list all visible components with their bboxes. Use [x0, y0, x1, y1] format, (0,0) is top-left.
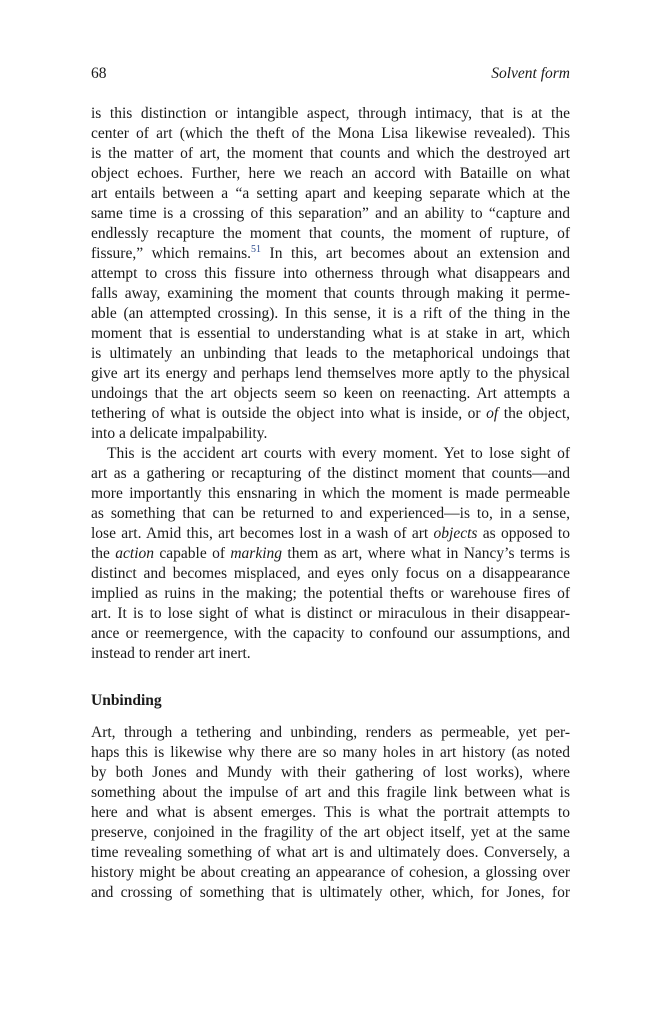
- text-line: give art its energy and perhaps lend themselves more aptly to the physical: [91, 365, 570, 382]
- text-line: art. It is to lose sight of what is distinct or miraculous in their disappear-: [91, 605, 570, 622]
- text-line: art as a gathering or recapturing of the distinct moment that counts—and: [91, 465, 570, 482]
- text-line: distinct and becomes misplaced, and eyes only focus on a disappearance: [91, 565, 570, 582]
- text-line: something about the impulse of art and this fragile link between what is: [91, 784, 570, 801]
- text-line: undoings that the art objects seem so keen on reenacting. Art attempts a: [91, 385, 570, 402]
- text-line: is this distinction or intangible aspect, through intimacy, that is at the: [91, 105, 570, 122]
- text-line: [91, 524, 570, 544]
- section-heading: Unbinding: [91, 692, 162, 709]
- text-line: and crossing of something that is ultimately other, which, for Jones, for: [91, 884, 570, 901]
- text-line: is ultimately an unbinding that leads to the metaphorical undoings that: [91, 345, 570, 362]
- text-segment: fissure,” which remains.: [91, 245, 251, 262]
- text-line: time revealing something of what art is and ultimately does. Conversely, a: [91, 844, 570, 861]
- text-line: moment that is essential to understanding what is at stake in art, which: [91, 325, 570, 342]
- page-number: 68: [91, 65, 107, 82]
- text-line: art entails between a “a setting apart and keeping separate which at the: [91, 185, 570, 202]
- text-line: instead to render art inert.: [91, 645, 251, 662]
- text-line: [91, 244, 570, 264]
- text-line: history might be about creating an appearance of cohesion, a glossing over: [91, 864, 570, 881]
- text-line: This is the accident art courts with every moment. Yet to lose sight of: [107, 445, 570, 462]
- text-line: as something that can be returned to and experienced—is to, in a sense,: [91, 505, 570, 522]
- text-line: Art, through a tethering and unbinding, renders as permeable, yet per-: [91, 724, 570, 741]
- running-title: Solvent form: [491, 65, 570, 82]
- text-line: able (an attempted crossing). In this sense, it is a rift of the thing in the: [91, 305, 570, 322]
- text-line: preserve, conjoined in the fragility of the art object itself, yet at the same: [91, 824, 570, 841]
- text-line: by both Jones and Mundy with their gathering of lost works), where: [91, 764, 570, 781]
- text-segment: the: [91, 545, 116, 562]
- footnote-reference-link[interactable]: 51: [251, 244, 261, 255]
- text-line: [91, 404, 570, 424]
- text-line: implied as ruins in the making; the potential thefts or warehouse fires of: [91, 585, 570, 602]
- text-segment: lose art. Amid this, art becomes lost in a wash of art: [91, 525, 434, 542]
- text-line: into a delicate impalpability.: [91, 425, 268, 442]
- text-line: [91, 544, 570, 564]
- text-segment: In this, art becomes about an extension and: [261, 245, 570, 262]
- text-line: attempt to cross this fissure into otherness through what disappears and: [91, 265, 570, 282]
- emphasis: action: [115, 545, 155, 562]
- text-line: more importantly this ensnaring in which the moment is made permeable: [91, 485, 570, 502]
- text-line: here and what is absent emerges. This is what the portrait attempts to: [91, 804, 570, 821]
- text-line: same time is a crossing of this separation” and an ability to “capture and: [91, 205, 570, 222]
- text-line: endlessly recapture the moment that counts, the moment of rupture, of: [91, 225, 570, 242]
- text-line: center of art (which the theft of the Mona Lisa likewise revealed). This: [91, 125, 570, 142]
- emphasis: objects: [433, 525, 478, 542]
- text-segment: capable of: [154, 545, 231, 562]
- text-line: ance or reemergence, with the capacity to confound our assumptions, and: [91, 625, 570, 642]
- text-line: is the matter of art, the moment that counts and which the destroyed art: [91, 145, 570, 162]
- text-line: falls away, examining the moment that counts through making it perme-: [91, 285, 570, 302]
- text-segment: as opposed to: [477, 525, 570, 542]
- text-segment: them as art, where what in Nancy’s terms is: [282, 545, 570, 562]
- text-line: object echoes. Further, here we reach an accord with Bataille on what: [91, 165, 570, 182]
- emphasis: of: [486, 405, 499, 422]
- text-segment: tethering of what is outside the object into what is inside, or: [91, 405, 487, 422]
- text-line: haps this is likewise why there are so many holes in art history (as noted: [91, 744, 570, 761]
- text-segment: the object,: [498, 405, 571, 422]
- emphasis: marking: [230, 545, 283, 562]
